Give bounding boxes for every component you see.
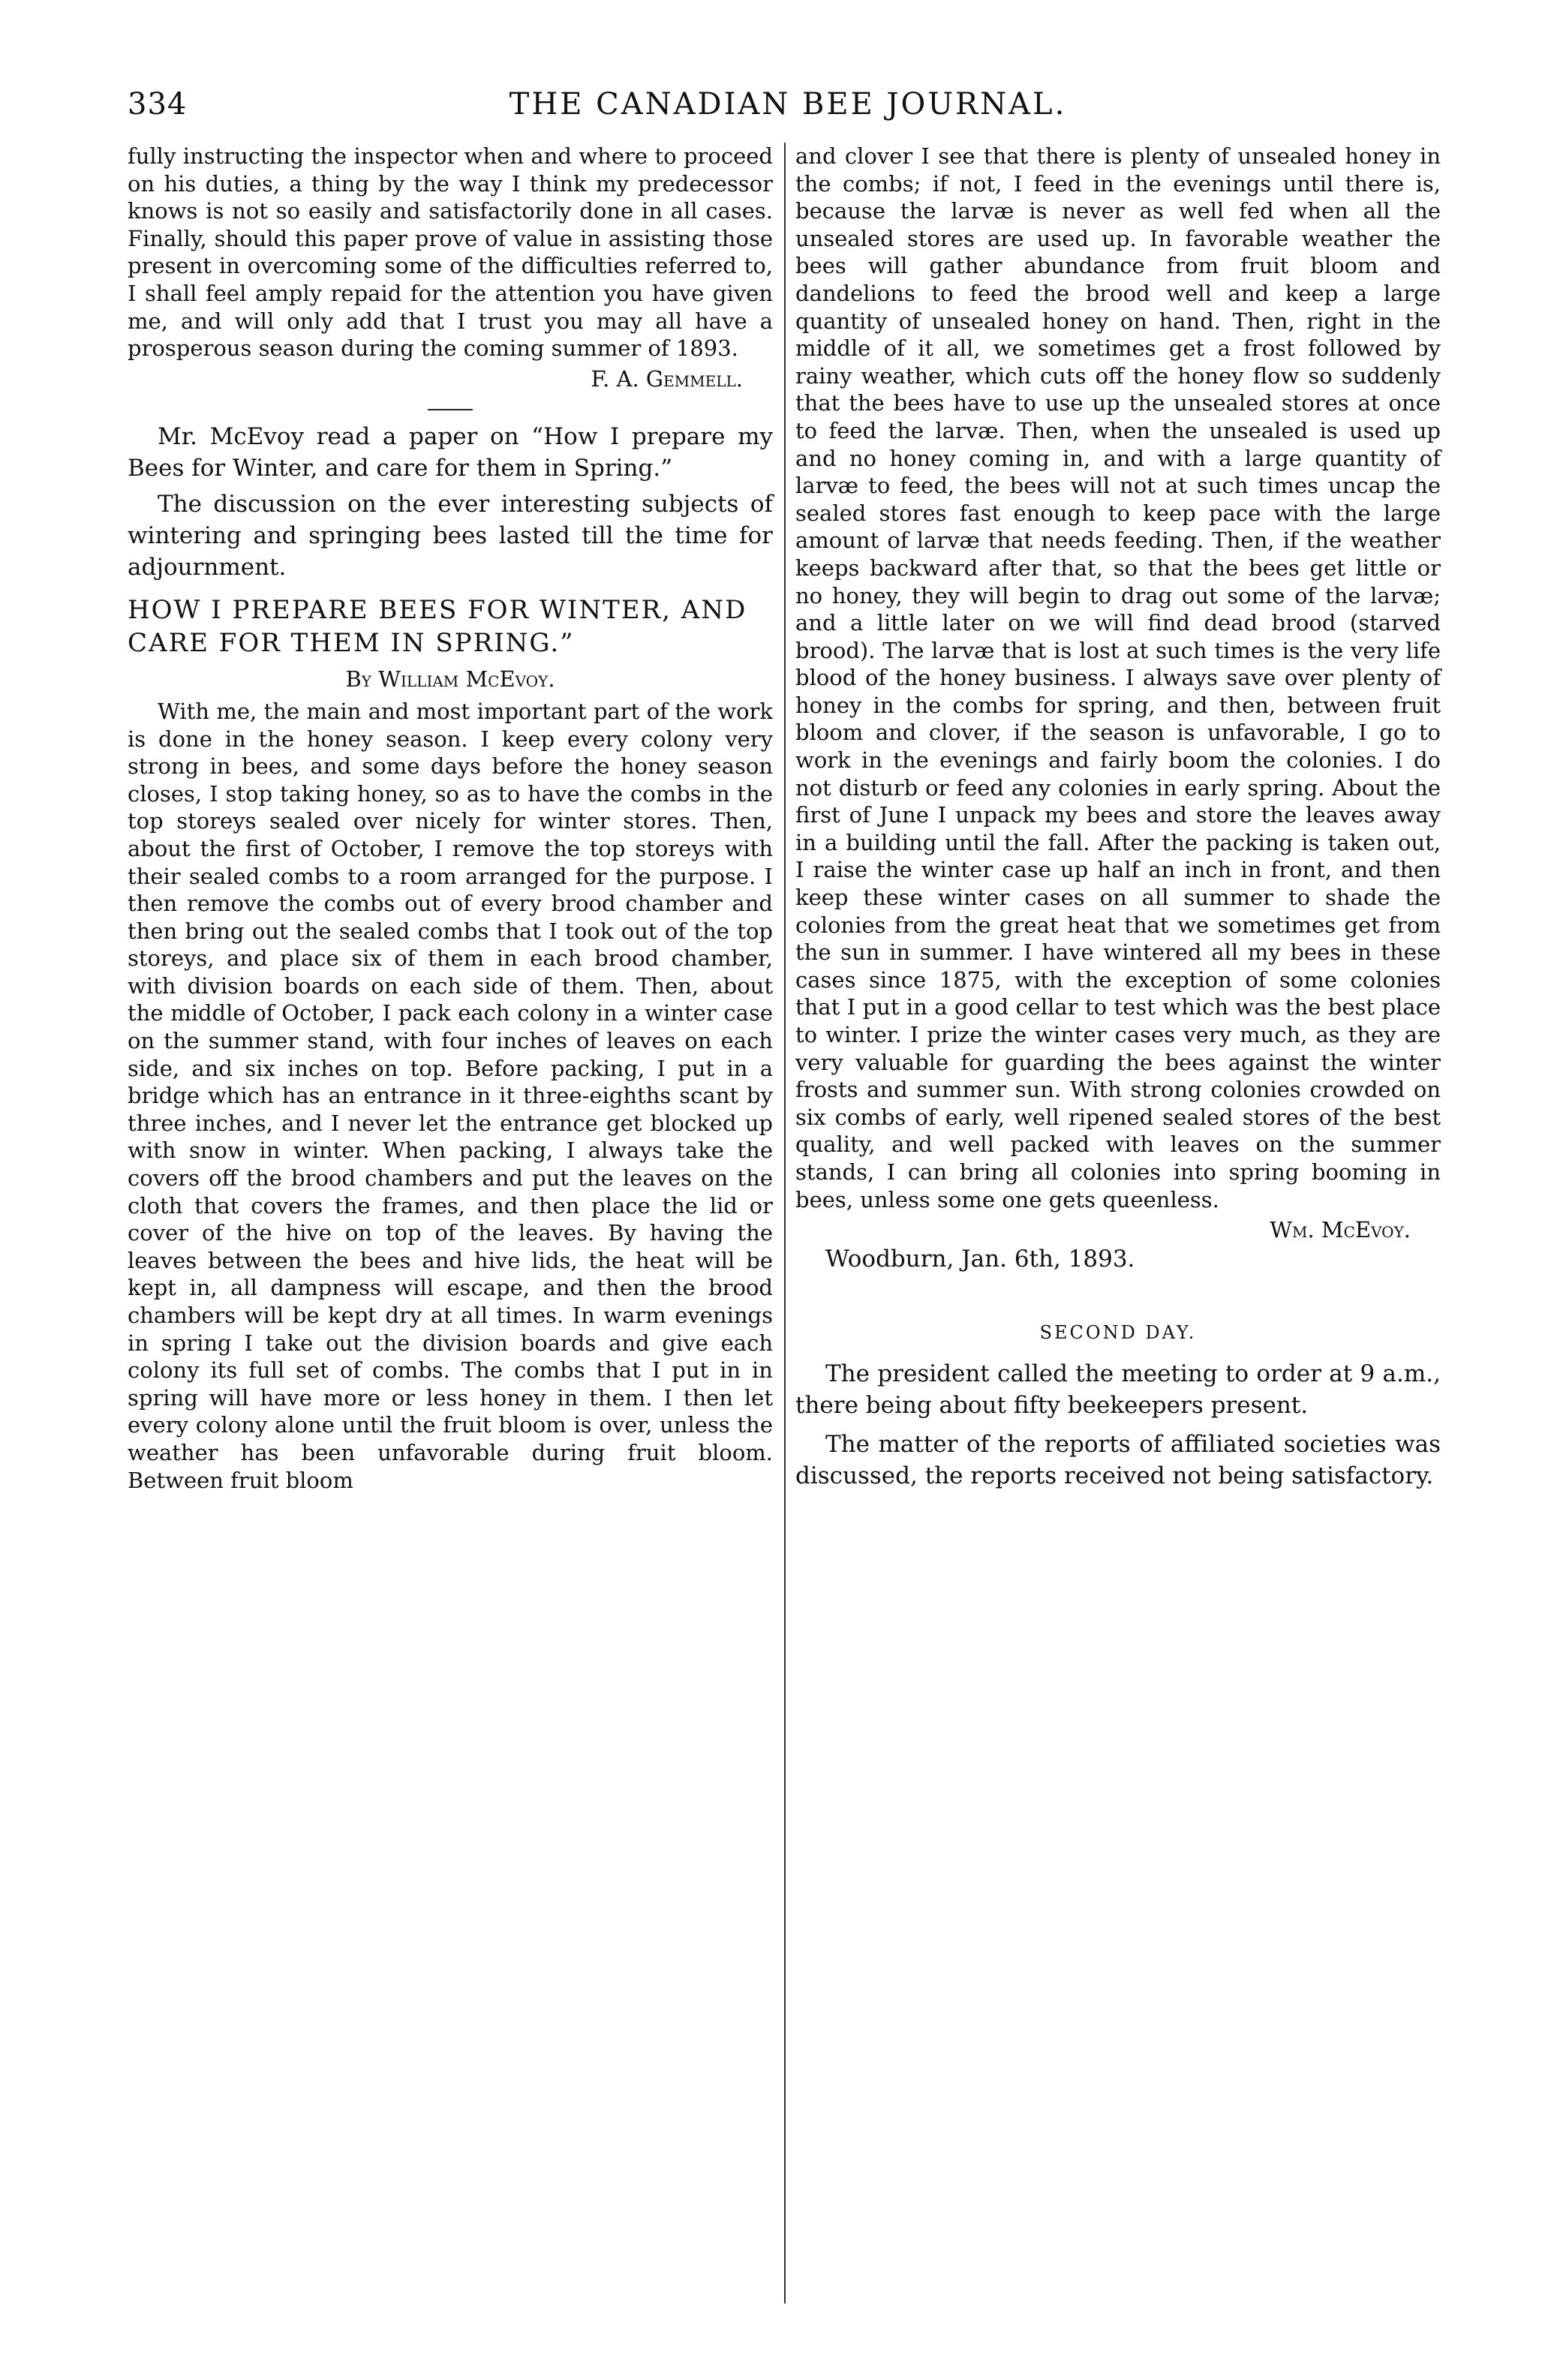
mcevoy-intro: Mr. McEvoy read a paper on “How I prepare my Bees for Winter, and care for them in Spring.” [128, 423, 773, 482]
reports-paragraph: The matter of the reports of affiliated societies was discussed, the reports received not being satisfactory. [795, 1431, 1441, 1490]
article-byline: By William McEvoy. [345, 666, 555, 693]
article-paragraph: With me, the main and most important part of the work is done in the honey season. I keep every colony very strong in bees, and some days before the honey season closes, I stop taking honey, so as to have the combs in the top storeys sealed over nicely for winter stores. Then, about the first of October, I remove the top storeys with their sealed combs to a room arranged for the purpose. I then remove the combs out of every brood chamber and then bring out the sealed combs that I took out of the top storeys, and place six of them in each brood chamber, with division boards on each side of them. Then, about the middle of October, I pack each colony in a winter case on the summer stand, with four inches of leaves on each side, and six inches on top. Before packing, I put in a bridge which has an entrance in it three-eighths scant by three inches, and I never let the entrance get blocked up with snow in winter. When packing, I always take the covers off the brood chambers and put the leaves on the cloth that covers the frames, and then place the lid or cover of the hive on top of the leaves. By having the leaves between the bees and hive lids, the heat will be kept in, all dampness will escape, and then the brood chambers will be kept dry at all times. In warm evenings in spring I take out the division boards and give each colony its full set of combs. The combs that I put in in spring will have more or less honey in them. I then let every colony alone until the fruit bloom is over, unless the weather has been unfavorable during fruit bloom. Between fruit bloom [128, 698, 773, 1493]
right-column [795, 143, 1441, 1492]
page-header [113, 83, 1463, 135]
discussion-paragraph: The discussion on the ever interesting subjects of wintering and springing bees lasted till the time for adjournment. [128, 491, 773, 581]
left-column [128, 143, 773, 1494]
gemmell-paragraph: fully instructing the inspector when and where to proceed on his duties, a thing by the way I think my predecessor knows is not so easily and satisfactorily done in all cases. Finally, should this paper prove of value in assisting those present in overcoming some of the difficulties referred to, I shall feel amply repaid for the attention you have given me, and will only add that I trust you may all have a prosperous season during the coming summer of 1893. [128, 143, 773, 362]
column-divider [784, 143, 786, 2303]
journal-title: THE CANADIAN BEE JOURNAL. [509, 87, 1067, 122]
article-heading: HOW I PREPARE BEES FOR WINTER, AND CARE FOR THEM IN SPRING.” [128, 595, 747, 659]
place-date: Woodburn, Jan. 6th, 1893. [825, 1245, 1135, 1273]
page-number: 334 [128, 87, 188, 122]
president-paragraph: The president called the meeting to order at 9 a.m., there being about fifty beekeepers present. [795, 1360, 1441, 1420]
journal-page [113, 83, 1463, 2318]
short-divider [428, 409, 473, 410]
section-heading: SECOND DAY. [1039, 1321, 1197, 1343]
gemmell-signature: F. A. Gemmell. [591, 365, 743, 392]
mcevoy-signature: Wm. McEvoy. [1270, 1217, 1411, 1243]
text-columns [113, 143, 1463, 2318]
continued-paragraph: and clover I see that there is plenty of unsealed honey in the combs; if not, I feed in the evenings until there is, because the larvæ is never as well fed when all the unsealed stores are used up. In favorable weather the bees will gather abundance from fruit bloom and dandelions to feed the brood well and keep a large quantity of unsealed honey on hand. Then, right in the middle of it all, we sometimes get a frost followed by rainy weather, which cuts off the honey flow so suddenly that the bees have to use up the unsealed stores at once to feed the larvæ. Then, when the unsealed is used up and no honey coming in, and with a large quantity of larvæ to feed, the bees will not at such times uncap the sealed stores fast enough to keep pace with the large amount of larvæ that needs feeding. Then, if the weather keeps backward after that, so that the bees get little or no honey, they will begin to drag out some of the larvæ; and a little later on we will find dead brood (starved brood). The larvæ that is lost at such times is the very life blood of the honey business. I always save over plenty of honey in the combs for spring, and then, between fruit bloom and clover, if the season is unfavorable, I go to work in the evenings and fairly boom the colonies. I do not disturb or feed any colonies in early spring. About the first of June I unpack my bees and store the leaves away in a building until the fall. After the packing is taken out, I raise the winter case up half an inch in front, and then keep these winter cases on all summer to shade the colonies from the great heat that we sometimes get from the sun in summer. I have wintered all my bees in these cases since 1875, with the exception of some colonies that I put in a good cellar to test which was the best place to winter. I prize the winter cases very much, as they are very valuable for guarding the bees against the winter frosts and summer sun. With strong colonies crowded on six combs of early, well ripened sealed stores of the best quality, and well packed with leaves on the summer stands, I can bring all colonies into spring booming in bees, unless some one gets queenless. [795, 143, 1441, 1213]
